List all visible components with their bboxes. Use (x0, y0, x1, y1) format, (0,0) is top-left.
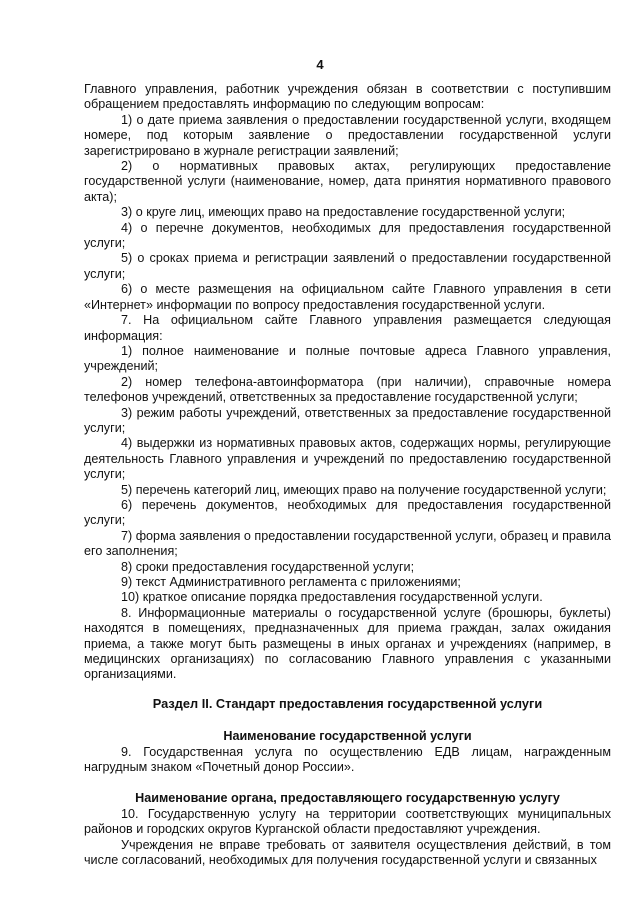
list-item: 7) форма заявления о предоставлении государственной услуги, образец и правила его заполнения; (84, 528, 612, 559)
list-item: 6) перечень документов, необходимых для предоставления государственной услуги; (84, 497, 611, 528)
list-item: 10) краткое описание порядка предоставления государственной услуги. (121, 590, 543, 605)
list-item: 9) текст Административного регламента с приложениями; (121, 575, 461, 589)
paragraph: Главного управления, работник учреждения обязан в соответствии с поступившим обращением предоставлять информацию по следующим вопросам: (84, 82, 611, 112)
subsection-heading: Наименование органа, предоставляющего государственную услугу (135, 791, 560, 806)
list-item: 1) полное наименование и полные почтовые адреса Главного управления, учреждений; (84, 343, 611, 374)
list-item: 6) о месте размещения на официальном сайте Главного управления в сети «Интернет» информации по вопросу предоставления государственной услуги. (84, 282, 611, 312)
list-item: 2) о нормативных правовых актах, регулирующих предоставление государственной услуги (наименование, номер, дата принятия нормативного правового акта); (84, 159, 611, 204)
subsection-heading: Наименование государственной услуги (223, 729, 472, 744)
paragraph: 8. Информационные материалы о государственной услуге (брошюры, буклеты) находятся в помещениях, предназначенных для приема граждан, залах ожидания приема, а также могут быть размещены в иных органах и учреждениях (например, в медицинских организациях) по согласованию Главного управления с указанными организациями. (84, 605, 611, 682)
list-item: 8) сроки предоставления государственной услуги; (121, 559, 415, 574)
paragraph: 10. Государственную услугу на территории соответствующих муниципальных районов и городских округов Курганской области предоставляют учреждения. (84, 806, 611, 837)
list-item: 4) выдержки из нормативных правовых актов, содержащих нормы, регулирующие деятельность Главного управления и учреждений по предоставлению государственной услуги; (84, 436, 611, 482)
list-item: 4) о перечне документов, необходимых для предоставления государственной услуги; (84, 220, 611, 251)
list-item: 3) режим работы учреждений, ответственных за предоставление государственной услуги; (84, 405, 611, 435)
document-body (84, 82, 611, 869)
page-number: 4 (316, 57, 324, 72)
paragraph: 7. На официальном сайте Главного управления размещается следующая информация: (84, 313, 611, 343)
list-item: 1) о дате приема заявления о предоставлении государственной услуги, входящем номере, под которым заявление о предоставлении государственной услуги зарегистрировано в журнале регистрации заявлений; (84, 112, 611, 158)
list-item: 5) о сроках приема и регистрации заявлений о предоставлении государственной услуги; (84, 251, 611, 281)
list-item: 2) номер телефона-автоинформатора (при наличии), справочные номера телефонов учреждений, ответственных за предоставление государственной услуги; (84, 374, 611, 405)
paragraph: Учреждения не вправе требовать от заявителя осуществления действий, в том числе согласований, необходимых для получения государственной услуги и связанных (84, 837, 611, 868)
section-heading: Раздел II. Стандарт предоставления государственной услуги (152, 695, 543, 711)
paragraph: 9. Государственная услуга по осуществлению ЕДВ лицам, награжденным нагрудным знаком «Почетный донор России». (84, 744, 611, 775)
list-item: 3) о круге лиц, имеющих право на предоставление государственной услуги; (121, 205, 566, 220)
list-item: 5) перечень категорий лиц, имеющих право на получение государственной услуги; (121, 482, 607, 497)
intro-block (84, 82, 611, 683)
